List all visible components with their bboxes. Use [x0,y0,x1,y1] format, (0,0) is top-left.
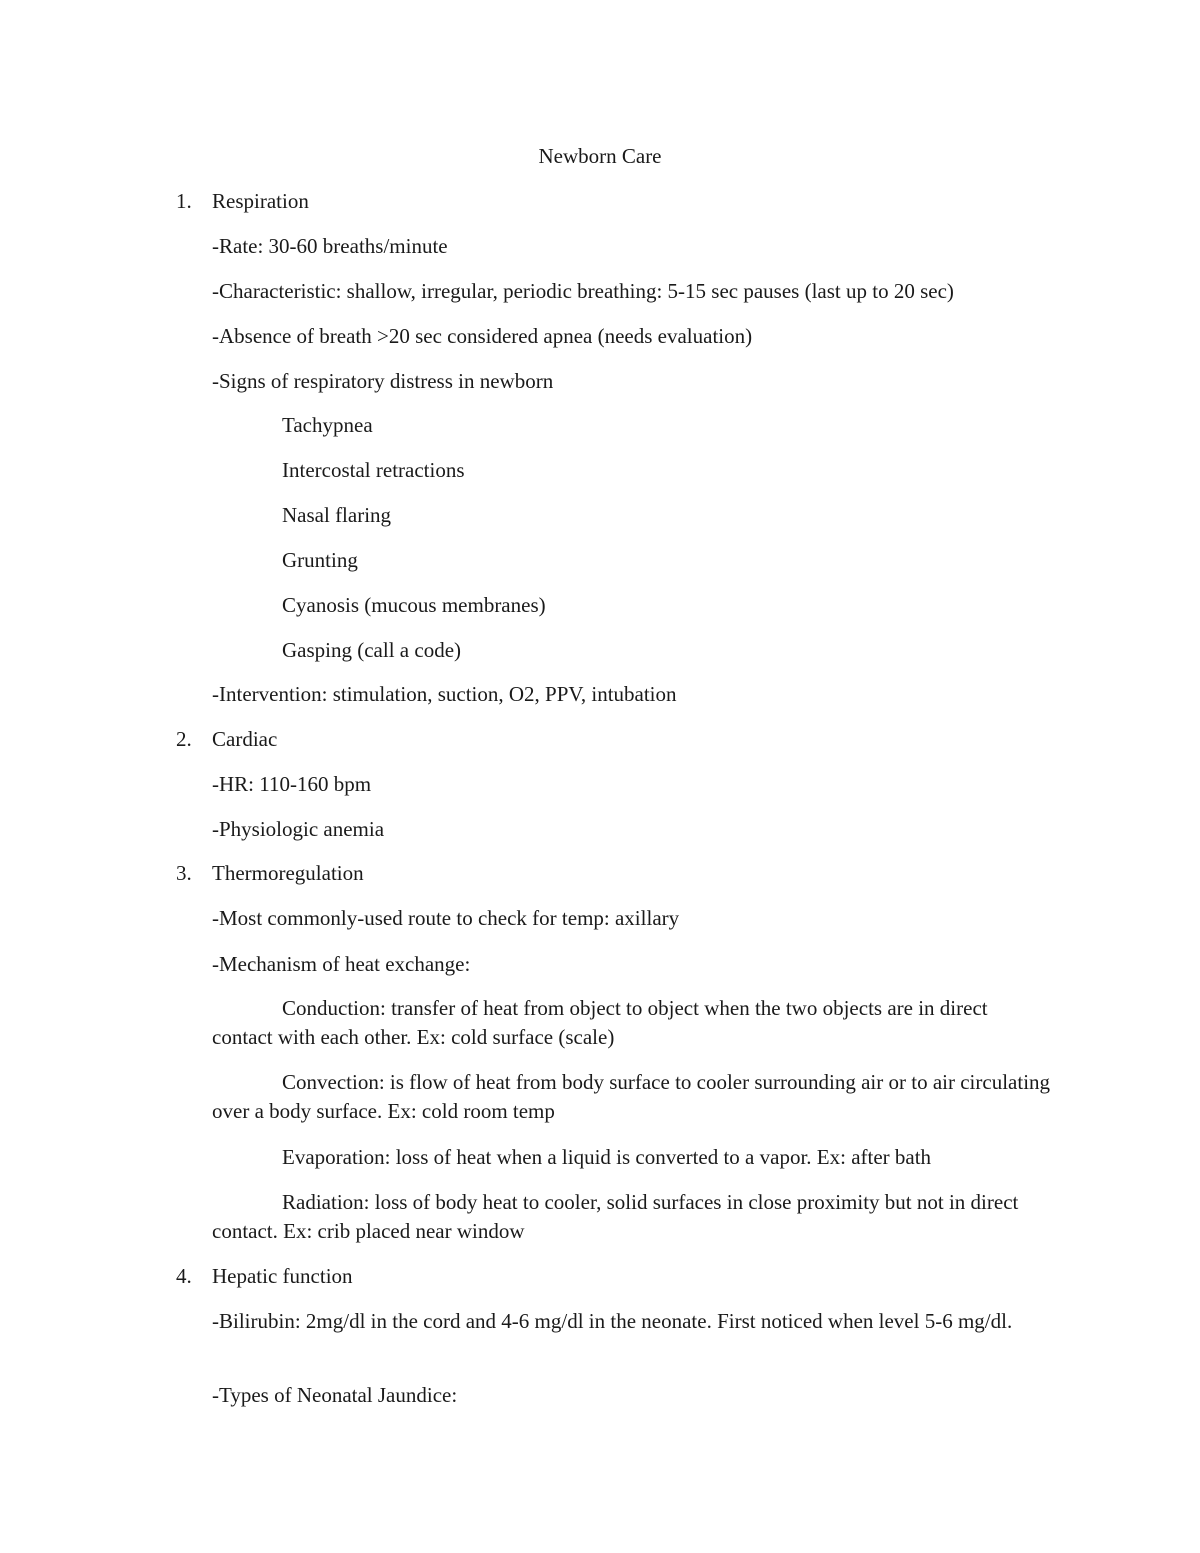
respiration-intervention: -Intervention: stimulation, suction, O2, PPV, intubation [212,682,677,706]
respiration-characteristic: -Characteristic: shallow, irregular, periodic breathing: 5-15 sec pauses (last up to 20 sec) [212,279,954,303]
cardiac-hr: -HR: 110-160 bpm [212,772,372,796]
respiration-apnea: -Absence of breath >20 sec considered apnea (needs evaluation) [212,324,753,348]
document-title: Newborn Care [538,144,662,168]
section-number: 4. [176,1264,192,1288]
sign-item: Gasping (call a code) [282,638,462,662]
section-number: 3. [176,861,192,885]
sign-item: Intercostal retractions [282,458,465,482]
section-heading-thermoregulation: Thermoregulation [212,861,364,885]
sign-item: Cyanosis (mucous membranes) [282,593,546,617]
hepatic-jaundice-types: -Types of Neonatal Jaundice: [212,1383,458,1407]
mechanism-radiation [212,1188,1052,1246]
section-number: 2. [176,727,192,751]
section-number: 1. [176,189,192,213]
mechanism-text: Conduction: transfer of heat from object to object when the two objects are in direct contact with each other. Ex: cold surface (scale) [212,996,988,1049]
section-heading-respiration: Respiration [212,189,309,213]
mechanism-conduction [212,994,1052,1052]
section-heading-cardiac: Cardiac [212,727,278,751]
sign-item: Grunting [282,548,358,572]
thermo-route: -Most commonly-used route to check for temp: axillary [212,906,680,930]
mechanism-convection [212,1068,1052,1126]
respiration-rate: -Rate: 30-60 breaths/minute [212,234,448,258]
cardiac-anemia: -Physiologic anemia [212,817,385,841]
mechanism-text: Convection: is flow of heat from body surface to cooler surrounding air or to air circulating over a body surface. Ex: cold room temp [212,1070,1051,1123]
mechanism-evaporation [212,1143,1052,1172]
sign-item: Nasal flaring [282,503,392,527]
mechanism-text: Evaporation: loss of heat when a liquid is converted to a vapor. Ex: after bath [282,1145,932,1169]
section-heading-hepatic: Hepatic function [212,1264,353,1288]
respiration-distress-signs: -Signs of respiratory distress in newborn [212,369,554,393]
hepatic-bilirubin: -Bilirubin: 2mg/dl in the cord and 4-6 mg/dl in the neonate. First noticed when level 5-6 mg/dl. [212,1309,1013,1333]
mechanism-text: Radiation: loss of body heat to cooler, solid surfaces in close proximity but not in direct contact. Ex: crib placed near window [212,1190,1019,1243]
thermo-mechanism: -Mechanism of heat exchange: [212,952,471,976]
sign-item: Tachypnea [282,413,373,437]
